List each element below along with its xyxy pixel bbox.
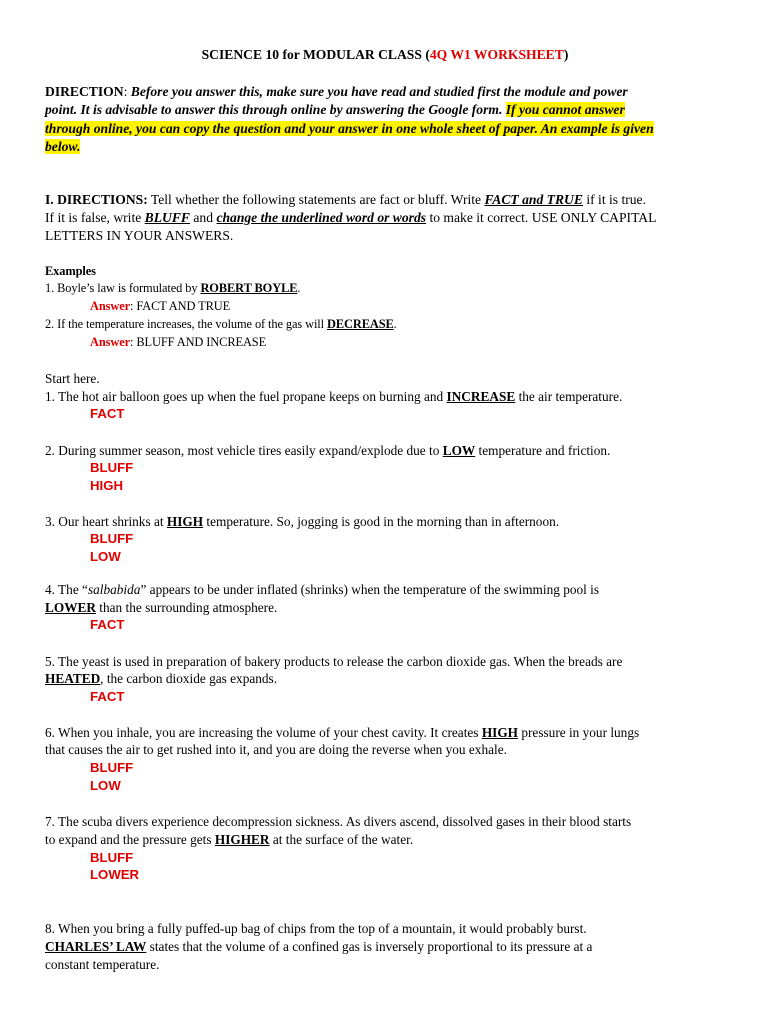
direction-highlight-2: through online, you can copy the question and your answer in one whole sheet of paper. An example is given — [45, 121, 654, 136]
answer-label: Answer — [90, 299, 131, 313]
question-8: 8. When you bring a fully puffed-up bag of chips from the top of a mountain, it would probably burst. — [45, 921, 587, 936]
answer-2-correction: HIGH — [90, 478, 123, 493]
q1-text: 1. The hot air balloon goes up when the fuel propane keeps on burning and — [45, 389, 447, 404]
answer-1: FACT — [90, 406, 125, 421]
question-7-line-2 — [45, 831, 413, 848]
direction-line-4 — [45, 138, 80, 155]
change-underlined-term: change the underlined word or words — [216, 210, 427, 225]
part1-text-2a: If it is false, write — [45, 210, 145, 225]
example-1-answer-text: : FACT AND TRUE — [130, 299, 231, 313]
question-4-line-2 — [45, 599, 277, 616]
question-1 — [45, 388, 622, 405]
example-1-text: 1. Boyle’s law is formulated by — [45, 281, 201, 295]
worksheet-title — [45, 46, 725, 63]
start-here: Start here. — [45, 371, 100, 386]
direction-line-2 — [45, 101, 625, 118]
q5-end: , the carbon dioxide gas expands. — [100, 671, 278, 686]
example-2-text: 2. If the temperature increases, the volume of the gas will — [45, 317, 327, 331]
part1-text-3: LETTERS IN YOUR ANSWERS. — [45, 228, 234, 243]
question-6-line-2: that causes the air to get rushed into it, and you are doing the reverse when you exhale. — [45, 742, 507, 757]
example-2 — [45, 316, 397, 333]
part1-line-3 — [45, 227, 233, 244]
q4-italic-word: salbabida — [87, 582, 141, 597]
answer-3-verdict: BLUFF — [90, 531, 134, 546]
examples-label: Examples — [45, 264, 96, 278]
q4-term: LOWER — [45, 600, 96, 615]
example-2-end: . — [393, 317, 397, 331]
q6-text: 6. When you inhale, you are increasing the volume of your chest cavity. It creates — [45, 725, 482, 740]
q8-term: CHARLES’ LAW — [45, 939, 147, 954]
question-6 — [45, 724, 639, 741]
example-2-term: DECREASE — [326, 317, 394, 331]
direction-text-2: point. It is advisable to answer this through online by answering the Google form. — [45, 102, 506, 117]
q4-text-2: ” appears to be under inflated (shrinks) when the temperature of the swimming pool is — [140, 582, 600, 597]
q2-term: LOW — [442, 443, 476, 458]
part1-text-1a: Tell whether the following statements are fact or bluff. Write — [147, 192, 485, 207]
part1-line-1 — [45, 191, 646, 208]
answer-7-verdict: BLUFF — [90, 850, 134, 865]
part1-text-2e: to make it correct. USE ONLY CAPITAL — [426, 210, 657, 225]
question-5: 5. The yeast is used in preparation of bakery products to release the carbon dioxide gas. When the breads are — [45, 654, 623, 669]
direction-colon: : — [123, 84, 131, 99]
part1-line-2 — [45, 209, 656, 226]
question-7: 7. The scuba divers experience decompression sickness. As divers ascend, dissolved gases in their blood starts — [45, 814, 632, 829]
example-1-term: ROBERT BOYLE — [200, 281, 298, 295]
q7-end: at the surface of the water. — [269, 832, 414, 847]
question-2 — [45, 442, 610, 459]
q3-end: temperature. So, jogging is good in the morning than in afternoon. — [203, 514, 560, 529]
bluff-term: BLUFF — [144, 210, 190, 225]
answer-4: FACT — [90, 617, 125, 632]
q5-term: HEATED — [45, 671, 101, 686]
fact-and-true-term: FACT and TRUE — [484, 192, 583, 207]
direction-highlight-3: below. — [45, 139, 81, 154]
q4-text: 4. The “ — [45, 582, 88, 597]
q4-end: than the surrounding atmosphere. — [95, 600, 278, 615]
direction-label: DIRECTION — [45, 84, 124, 99]
answer-label: Answer — [90, 335, 131, 349]
example-1-end: . — [297, 281, 301, 295]
q7-text: to expand and the pressure gets — [45, 832, 215, 847]
answer-3-correction: LOW — [90, 549, 121, 564]
example-2-answer — [90, 334, 266, 351]
question-4 — [45, 581, 599, 598]
answer-5: FACT — [90, 689, 125, 704]
q6-end: pressure in your lungs — [518, 725, 640, 740]
q2-end: temperature and friction. — [475, 443, 611, 458]
q2-text: 2. During summer season, most vehicle tires easily expand/explode due to — [45, 443, 443, 458]
title-suffix: ) — [563, 47, 569, 62]
part1-text-2c: and — [190, 210, 217, 225]
example-2-answer-text: : BLUFF AND INCREASE — [130, 335, 267, 349]
question-5-line-2 — [45, 670, 277, 687]
answer-6-verdict: BLUFF — [90, 760, 134, 775]
example-1 — [45, 280, 300, 297]
direction-line-3 — [45, 120, 654, 137]
question-3 — [45, 513, 559, 530]
direction-text-1: Before you answer this, make sure you have read and studied first the module and power — [130, 84, 628, 99]
q1-end: the air temperature. — [515, 389, 623, 404]
direction-highlight-1: If you cannot answer — [505, 102, 625, 117]
q6-term: HIGH — [481, 725, 519, 740]
answer-7-correction: LOWER — [90, 867, 140, 882]
title-code: 4Q W1 WORKSHEET — [429, 47, 564, 62]
question-8-line-2 — [45, 938, 592, 955]
q3-text: 3. Our heart shrinks at — [45, 514, 167, 529]
q1-term: INCREASE — [446, 389, 516, 404]
q8-text: states that the volume of a confined gas is inversely proportional to its pressure at a — [146, 939, 593, 954]
example-1-answer — [90, 298, 230, 315]
answer-6-correction: LOW — [90, 778, 121, 793]
question-8-line-3: constant temperature. — [45, 957, 160, 972]
part1-text-1c: if it is true. — [582, 192, 646, 207]
q7-term: HIGHER — [214, 832, 270, 847]
q3-term: HIGH — [166, 514, 204, 529]
answer-2-verdict: BLUFF — [90, 460, 134, 475]
title-prefix: SCIENCE 10 for MODULAR CLASS ( — [201, 47, 430, 62]
part1-label: I. DIRECTIONS: — [45, 192, 148, 207]
direction-line-1 — [45, 83, 628, 100]
